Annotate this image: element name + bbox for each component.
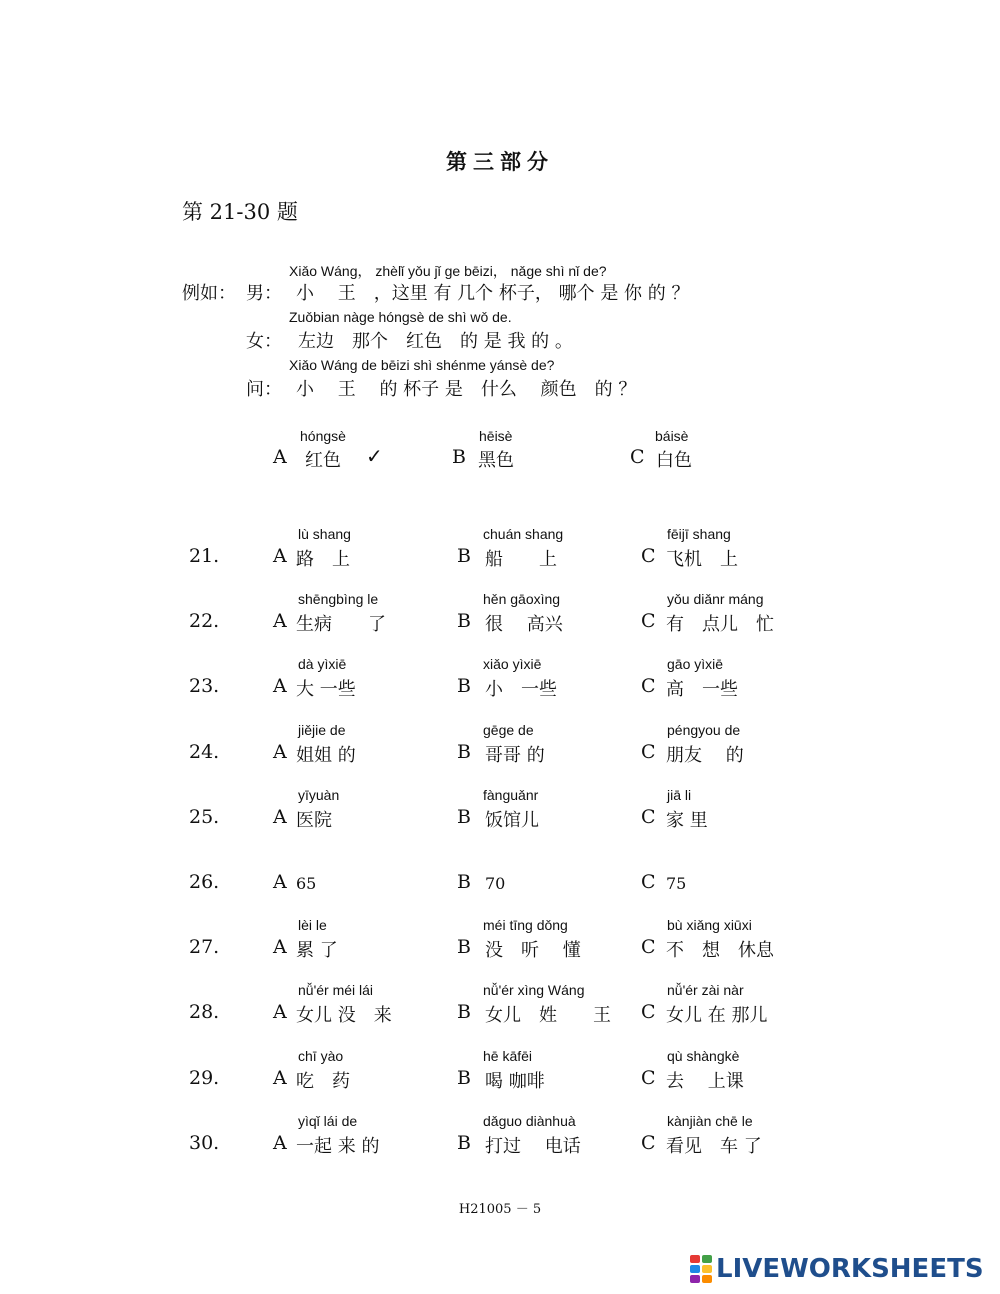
option-a-pinyin: dà yìxiē [298,656,347,672]
option-c-letter: C [641,1001,656,1023]
option-b-letter: B [457,610,471,632]
option-a-letter: A [273,1067,287,1089]
question-range: 第 21-30 题 [182,200,298,224]
option-a-text[interactable]: 路 上 [296,549,350,570]
option-a-letter: A [273,1132,287,1154]
option-b-letter: B [457,675,471,697]
logo-tile [702,1275,712,1283]
speaker-question: 问： [246,379,282,400]
example-text-3: 小 王 的 杯子 是 什么 颜色 的 ？ [296,379,637,400]
logo-tile [690,1265,700,1273]
option-c-text[interactable]: 家 里 [666,810,708,831]
option-a-text[interactable]: 65 [296,874,317,893]
example-pinyin-3: Xiǎo Wáng de bēizi shì shénme yánsè de? [289,357,555,373]
page-footer: H21005 － 5 [458,1202,542,1217]
option-c-letter: C [641,610,656,632]
option-b-letter: B [457,741,471,763]
example-option-a-text[interactable]: 红色 [305,450,341,471]
example-option-a-pinyin: hóngsè [300,428,346,444]
option-b-letter: B [457,1001,471,1023]
option-c-letter: C [641,936,656,958]
option-b-letter: B [457,806,471,828]
logo-tile [690,1275,700,1283]
option-c-text[interactable]: 去 上课 [666,1071,744,1092]
option-c-letter: C [641,871,656,893]
option-a-pinyin: lèi le [298,917,327,933]
liveworksheets-logo [690,1252,984,1286]
option-c-text[interactable]: 飞机 上 [666,549,738,570]
option-c-letter: C [641,1132,656,1154]
option-a-text[interactable]: 累 了 [296,940,338,961]
example-pinyin-1: Xiǎo Wáng， zhèlǐ yǒu jǐ ge bēizi， nǎge shì nǐ de? [289,263,607,279]
option-c-letter: C [641,545,656,567]
option-b-pinyin: nǚ'ér xìng Wáng [483,982,585,998]
option-b-text[interactable]: 小 一些 [485,679,557,700]
option-a-text[interactable]: 姐姐 的 [296,745,356,766]
question-number: 29. [189,1067,220,1089]
option-c-letter: C [641,675,656,697]
question-number: 26. [189,871,220,893]
option-a-pinyin: yìqǐ lái de [298,1113,358,1129]
option-a-letter: A [273,741,287,763]
option-a-letter: A [273,610,287,632]
question-number: 24. [189,741,220,763]
question-number: 25. [189,806,220,828]
option-b-text[interactable]: 女儿 姓 王 [485,1005,611,1026]
example-text-1: 小 王 ，这里 有 几个 杯子， 哪个 是 你 的 ？ [296,283,690,304]
option-b-pinyin: gēge de [483,722,534,738]
option-b-pinyin: fànguǎnr [483,787,539,803]
option-a-text[interactable]: 女儿 没 来 [296,1005,392,1026]
example-option-b-pinyin: hēisè [479,428,513,444]
example-option-a-letter: A [273,446,287,468]
option-b-text[interactable]: 哥哥 的 [485,745,545,766]
option-c-text[interactable]: 朋友 的 [666,745,744,766]
option-b-text[interactable]: 70 [485,874,506,893]
option-c-pinyin: gāo yìxiē [667,656,724,672]
example-option-b-text[interactable]: 黑色 [478,450,514,471]
option-b-pinyin: dǎguo diànhuà [483,1113,576,1129]
question-number: 23. [189,675,220,697]
liveworksheets-logo-icon [690,1255,712,1283]
option-a-text[interactable]: 大 一些 [296,679,356,700]
option-a-letter: A [273,545,287,567]
option-a-letter: A [273,871,287,893]
example-option-c-letter: C [630,446,645,468]
option-b-pinyin: hē kāfēi [483,1048,533,1064]
example-label: 例如： [182,283,236,304]
option-a-text[interactable]: 医院 [296,810,332,831]
option-b-text[interactable]: 船 上 [485,549,557,570]
option-c-pinyin: yǒu diǎnr máng [667,591,764,607]
option-a-text[interactable]: 生病 了 [296,614,386,635]
option-b-text[interactable]: 喝 咖啡 [485,1071,545,1092]
option-b-pinyin: chuán shang [483,526,564,542]
option-c-pinyin: jiā li [667,787,692,803]
option-c-text[interactable]: 看见 车 了 [666,1136,762,1157]
question-number: 28. [189,1001,220,1023]
example-option-c-text[interactable]: 白色 [656,450,692,471]
option-c-text[interactable]: 不 想 休息 [666,940,774,961]
option-c-pinyin: nǚ'ér zài nàr [667,982,744,998]
option-c-pinyin: péngyou de [667,722,741,738]
logo-tile [690,1255,700,1263]
question-number: 30. [189,1132,220,1154]
option-a-pinyin: jiějie de [298,722,346,738]
option-a-letter: A [273,806,287,828]
option-a-pinyin: shēngbìng le [298,591,379,607]
option-c-pinyin: qù shàngkè [667,1048,740,1064]
logo-tile [702,1265,712,1273]
example-pinyin-2: Zuǒbian nàge hóngsè de shì wǒ de. [289,309,512,325]
option-a-pinyin: nǚ'ér méi lái [298,982,374,998]
option-b-letter: B [457,871,471,893]
option-a-text[interactable]: 一起 来 的 [296,1136,380,1157]
speaker-man: 男： [246,283,282,304]
option-a-pinyin: lù shang [298,526,351,542]
logo-text: LIVEWORKSHEETS [716,1254,984,1284]
option-a-text[interactable]: 吃 药 [296,1071,350,1092]
option-a-letter: A [273,936,287,958]
option-b-letter: B [457,936,471,958]
option-b-pinyin: hěn gāoxìng [483,591,561,607]
option-a-letter: A [273,1001,287,1023]
example-text-2: 左边 那个 红色 的 是 我 的 。 [298,331,573,352]
option-b-text[interactable]: 饭馆儿 [485,810,539,831]
option-b-text[interactable]: 没 听 懂 [485,940,581,961]
logo-tile [702,1255,712,1263]
checkmark-icon: ✓ [366,444,383,468]
option-b-text[interactable]: 打过 电话 [485,1136,581,1157]
option-c-pinyin: kànjiàn chē le [667,1113,753,1129]
option-a-pinyin: chī yào [298,1048,344,1064]
option-c-text[interactable]: 有 点儿 忙 [666,614,774,635]
option-a-letter: A [273,675,287,697]
option-b-letter: B [457,545,471,567]
option-c-text[interactable]: 75 [666,874,687,893]
option-c-letter: C [641,806,656,828]
section-title: 第三部分 [446,149,554,174]
option-c-pinyin: bù xiǎng xiūxi [667,917,752,933]
question-number: 22. [189,610,220,632]
option-b-letter: B [457,1067,471,1089]
question-number: 27. [189,936,220,958]
speaker-woman: 女： [246,331,282,352]
option-c-letter: C [641,741,656,763]
option-b-text[interactable]: 很 高兴 [485,614,563,635]
option-b-pinyin: xiǎo yìxiē [483,656,542,672]
option-a-pinyin: yīyuàn [298,787,340,803]
option-c-text[interactable]: 女儿 在 那儿 [666,1005,768,1026]
option-c-letter: C [641,1067,656,1089]
option-c-text[interactable]: 高 一些 [666,679,738,700]
option-c-pinyin: fēijī shang [667,526,731,542]
question-number: 21. [189,545,220,567]
example-option-b-letter: B [452,446,466,468]
example-option-c-pinyin: báisè [655,428,689,444]
option-b-letter: B [457,1132,471,1154]
option-b-pinyin: méi tīng dǒng [483,917,568,933]
